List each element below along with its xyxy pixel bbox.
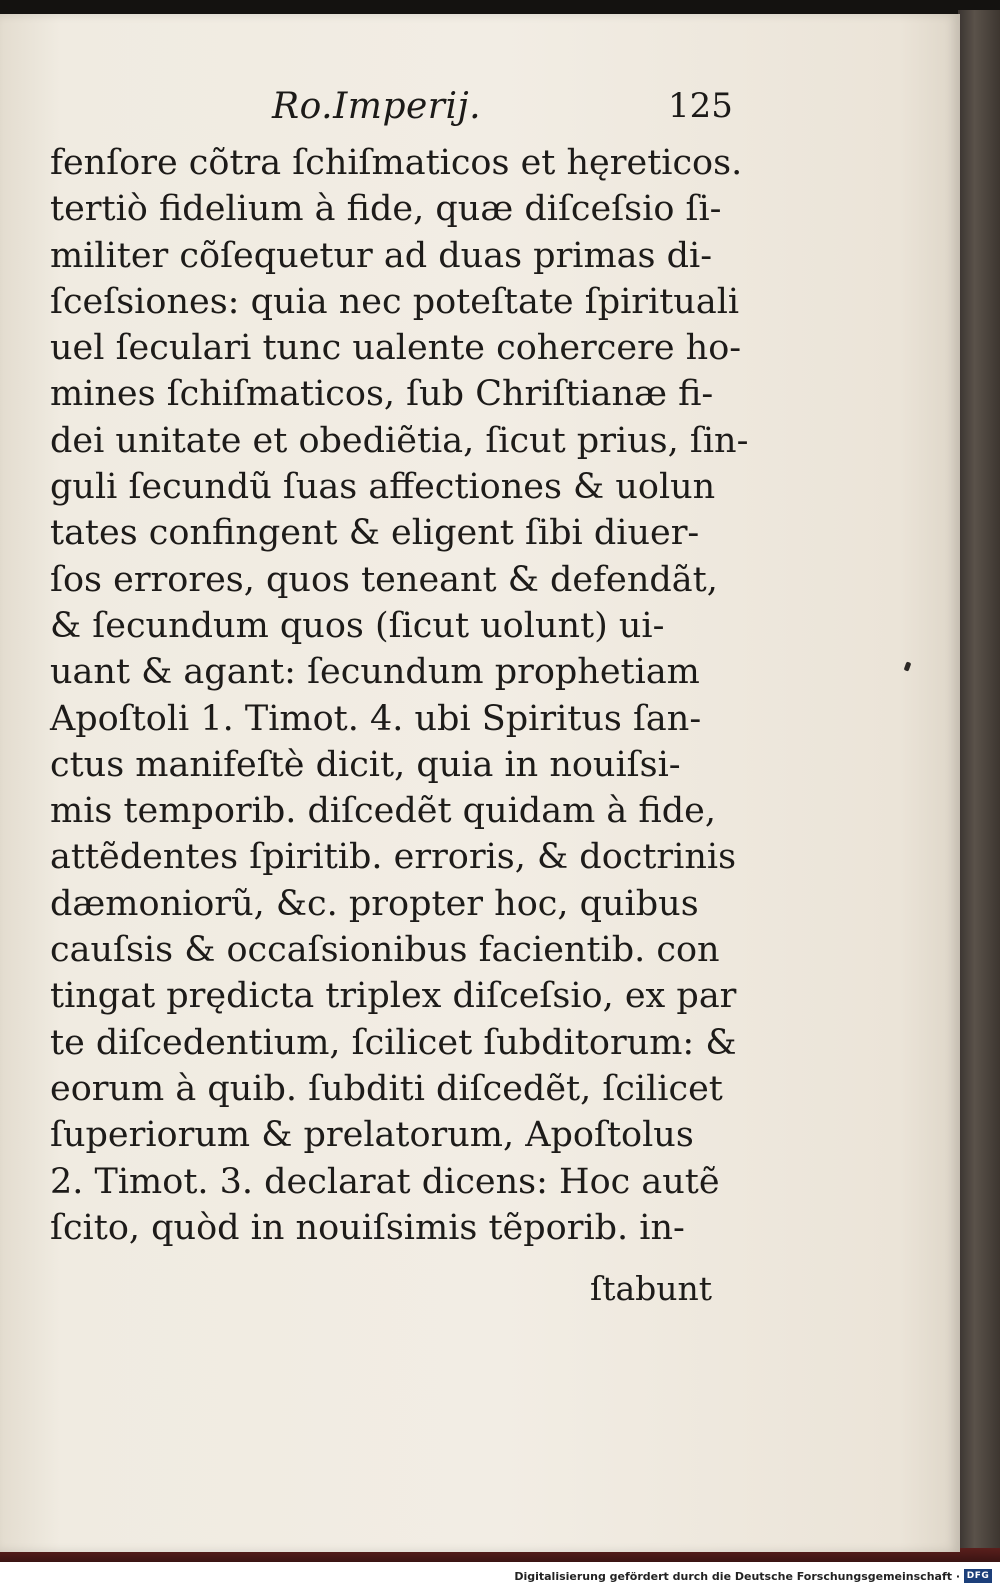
ink-mark [904, 661, 912, 671]
scan-top-border [0, 0, 1000, 14]
text-line: tingat prędicta triplex diſceſsio, ex par [50, 976, 737, 1017]
page-header [0, 86, 960, 136]
text-line: te diſcedentium, ſcilicet ſubditorum: & [50, 1022, 737, 1063]
text-line: guli ſecundũ ſuas affectiones & uolun [50, 467, 716, 508]
text-line: dei unitate et obediẽtia, ſicut prius, ſin- [50, 420, 749, 461]
text-line: mines ſchiſmaticos, ſub Chriſtianæ fi- [50, 374, 714, 415]
text-line: 2. Timot. 3. declarat dicens: Hoc autẽ [50, 1161, 720, 1202]
text-line: ſceſsiones: quia nec poteſtate ſpirituali [50, 281, 740, 322]
text-line: ctus manifeſtè dicit, quia in nouiſsi- [50, 744, 681, 785]
text-line: attẽdentes ſpiritib. erroris, & doctrinis [50, 837, 737, 878]
body-text [50, 140, 749, 1251]
text-line: uel ſeculari tunc ualente cohercere ho- [50, 328, 742, 369]
text-line: mis temporib. diſcedẽt quidam à fide, [50, 791, 716, 832]
digitization-footer [0, 1562, 1000, 1592]
text-line: ſcito, quòd in nouiſsimis tẽporib. in- [50, 1207, 685, 1248]
text-line: militer cõſequetur ad duas primas di- [50, 235, 713, 276]
page-number: 125 [668, 86, 733, 126]
text-line: cauſsis & occaſsionibus facientib. con [50, 930, 720, 971]
footer-credit: Digitalisierung gefördert durch die Deutsche Forschungsgemeinschaft · [514, 1570, 960, 1583]
book-fore-edge [958, 10, 1000, 1560]
text-line: ſos errores, quos teneant & defendãt, [50, 559, 718, 600]
book-page [0, 14, 960, 1552]
text-line: fenſore cõtra ſchiſmaticos et hęreticos. [50, 143, 743, 183]
text-line: uant & agant: ſecundum prophetiam [50, 652, 700, 693]
catchword: ſtabunt [590, 1269, 713, 1308]
text-line: tates confingent & eligent ſibi diuer- [50, 513, 700, 554]
text-line: eorum à quib. ſubditi diſcedẽt, ſcilicet [50, 1068, 723, 1109]
text-line: & ſecundum quos (ſicut uolunt) ui- [50, 605, 665, 646]
text-line: dæmoniorũ, &c. propter hoc, quibus [50, 883, 699, 924]
running-head: Ro.Imperij. [272, 86, 482, 127]
text-line: Apoſtoli 1. Timot. 4. ubi Spiritus ſan- [50, 698, 702, 739]
text-line: ſuperiorum & prelatorum, Apoſtolus [50, 1115, 694, 1156]
text-line: tertiò fidelium à fide, quæ diſceſsio ſi- [50, 189, 722, 230]
dfg-logo-icon: DFG [964, 1569, 992, 1583]
